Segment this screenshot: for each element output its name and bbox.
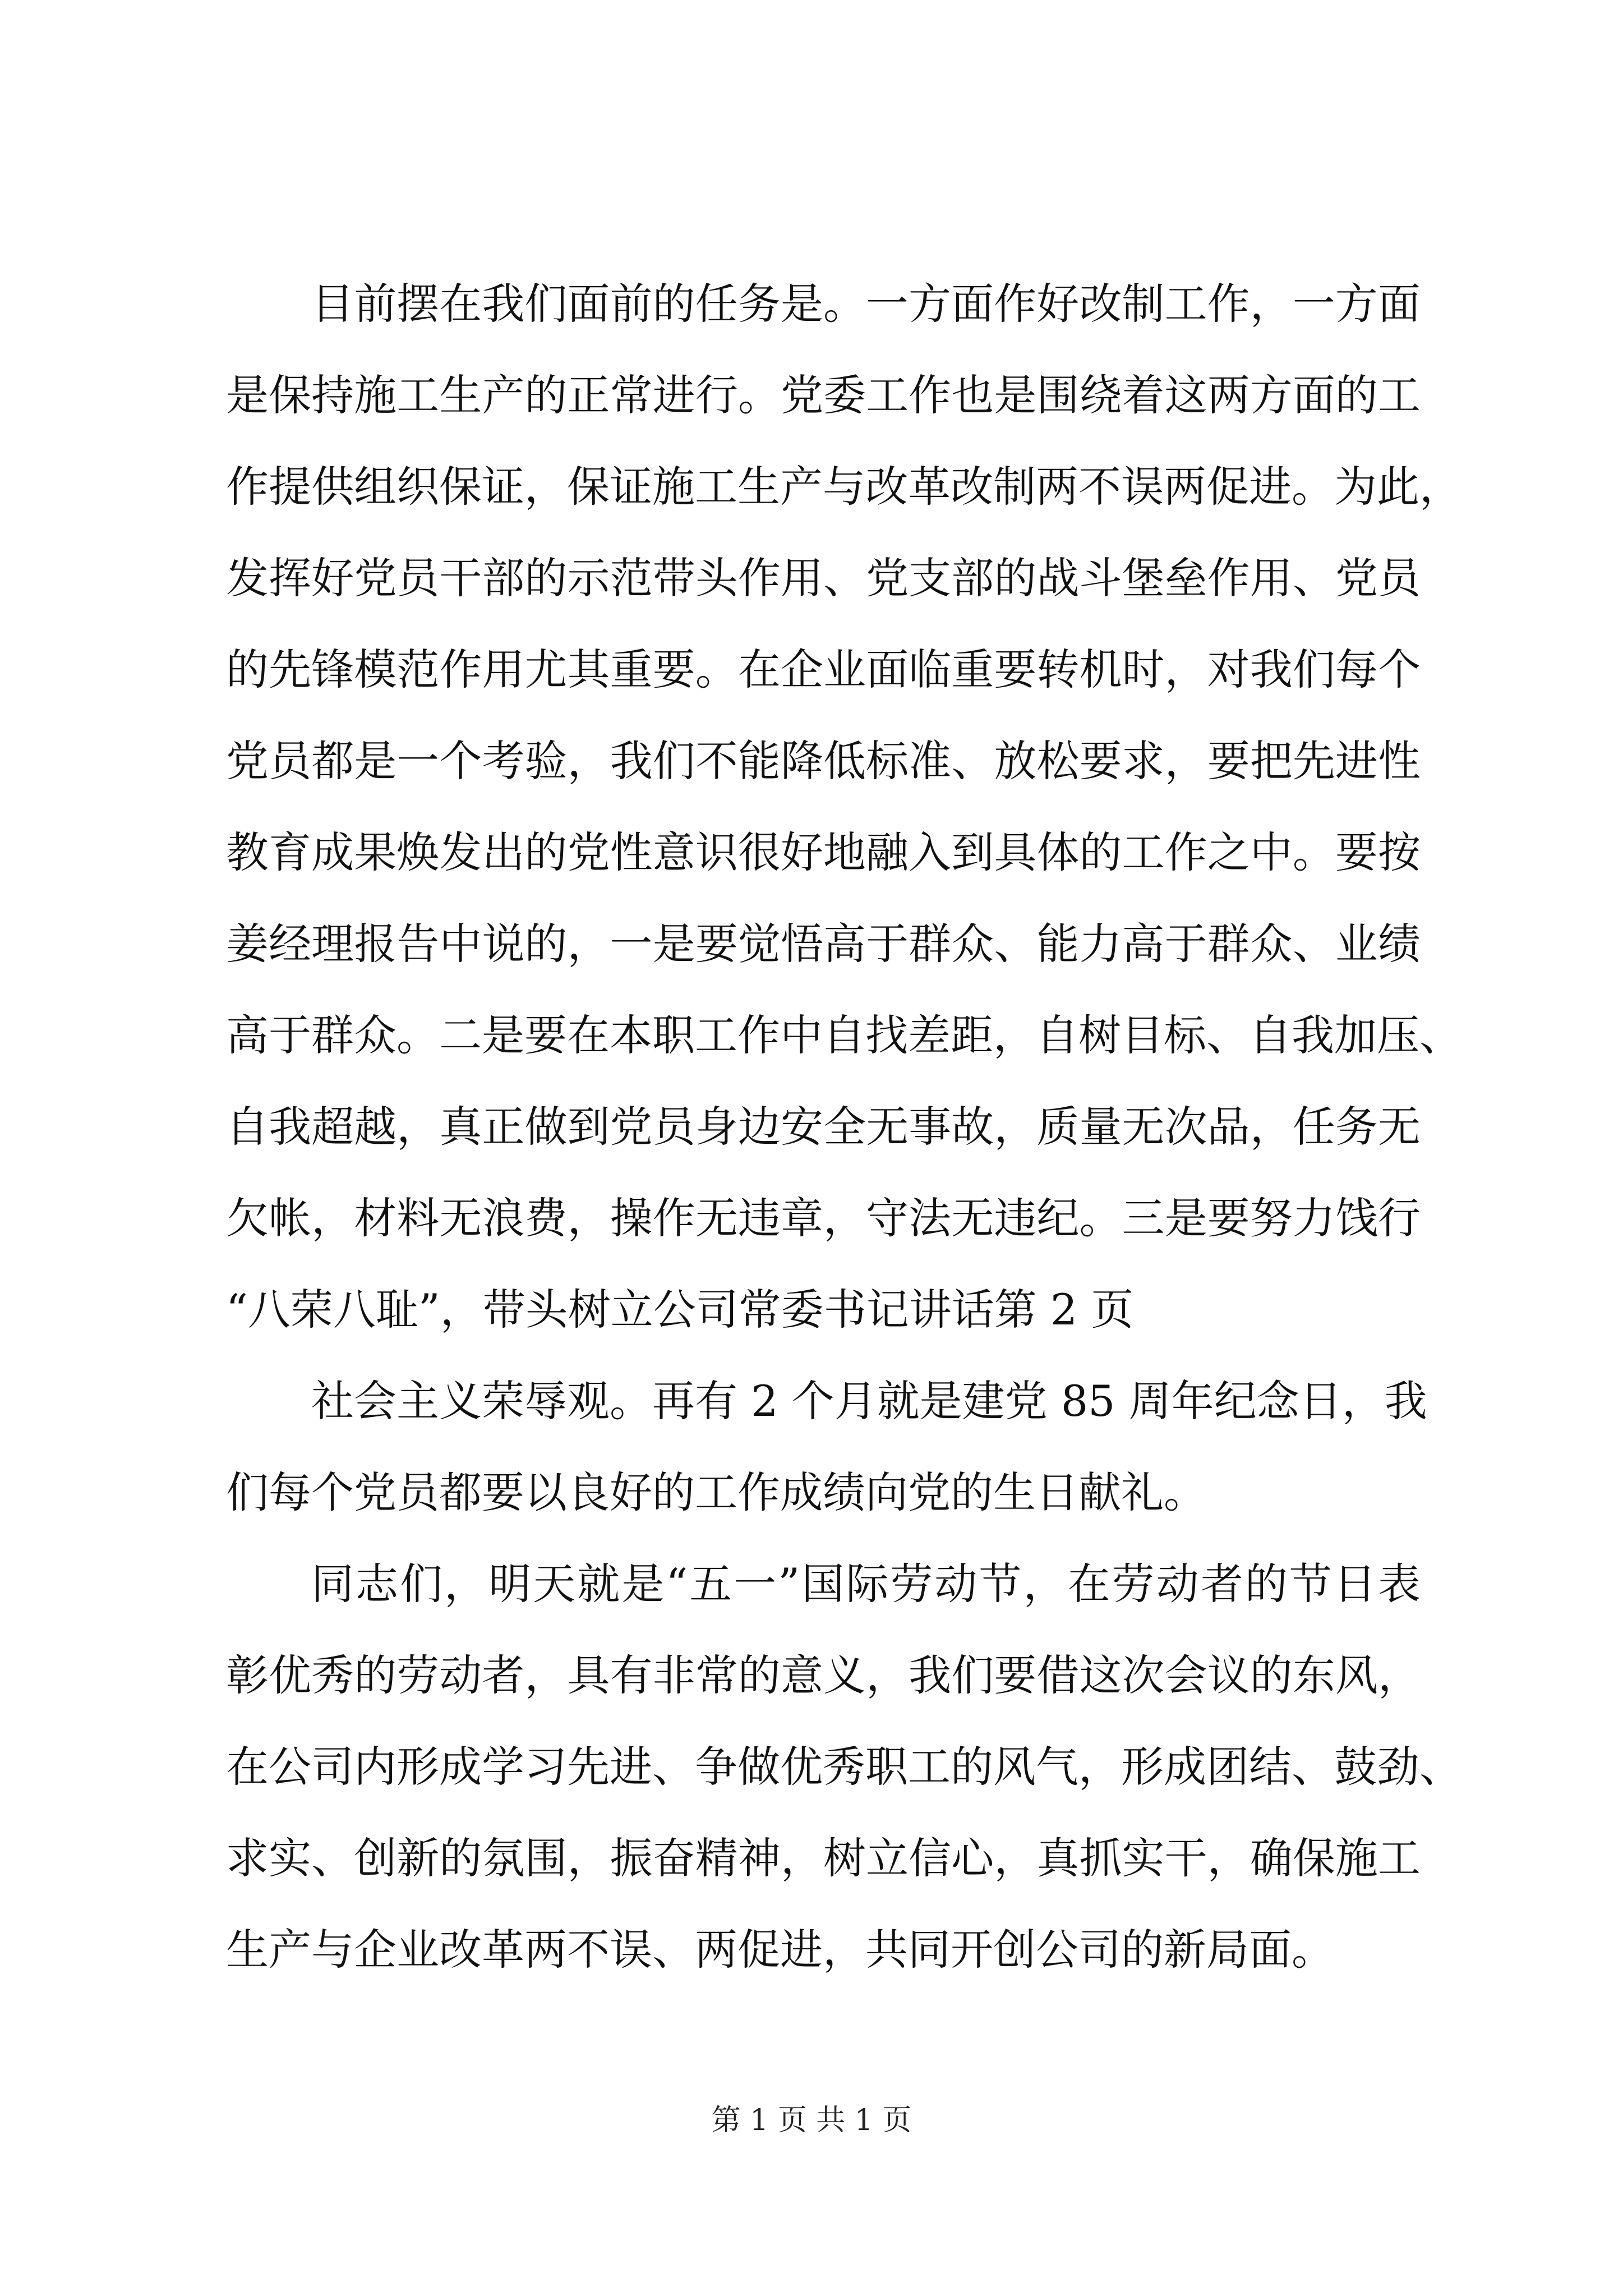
text-line: 生产与企业改革两不误、两促进，共同开创公司的新局面。 xyxy=(226,1925,1334,1975)
text-line: 姜经理报告中说的，一是要觉悟高于群众、能力高于群众、业绩 xyxy=(226,919,1421,969)
text-line: 们每个党员都要以良好的工作成绩向党的生日献礼。 xyxy=(226,1467,1206,1517)
document-body xyxy=(226,258,1462,1995)
text-line: 在公司内形成学习先进、争做优秀职工的风气，形成团结、鼓劲、 xyxy=(226,1742,1462,1792)
paragraph-3 xyxy=(226,1538,1462,1995)
text-line: 党员都是一个考验，我们不能降低标准、放松要求，要把先进性 xyxy=(226,736,1421,786)
text-line: “八荣八耻”，带头树立公司常委书记讲话第 2 页 xyxy=(226,1285,1134,1335)
text-line: 高于群众。二是要在本职工作中自找差距，自树目标、自我加压、 xyxy=(226,1010,1462,1060)
paragraph-1 xyxy=(226,258,1462,1355)
text-line: 同志们，明天就是“五一”国际劳动节，在劳动者的节日表 xyxy=(311,1559,1421,1609)
text-line: 的先锋模范作用尤其重要。在企业面临重要转机时，对我们每个 xyxy=(226,645,1421,694)
text-line: 欠帐，材料无浪费，操作无违章，守法无违纪。三是要努力饯行 xyxy=(226,1193,1421,1243)
text-line: 彰优秀的劳动者，具有非常的意义，我们要借这次会议的东风， xyxy=(226,1650,1421,1700)
text-line: 是保持施工生产的正常进行。党委工作也是围绕着这两方面的工 xyxy=(226,370,1421,420)
text-line: 自我超越，真正做到党员身边安全无事故，质量无次品，任务无 xyxy=(226,1102,1421,1152)
text-line: 发挥好党员干部的示范带头作用、党支部的战斗堡垒作用、党员 xyxy=(226,553,1421,603)
text-line: 社会主义荣辱观。再有 2 个月就是建党 85 周年纪念日，我 xyxy=(311,1376,1427,1426)
text-line: 目前摆在我们面前的任务是。一方面作好改制工作，一方面 xyxy=(311,279,1421,329)
page-number-label: 第 1 页 共 1 页 xyxy=(711,2104,912,2137)
text-line: 求实、创新的氛围，振奋精神，树立信心，真抓实干，确保施工 xyxy=(226,1833,1421,1883)
page-footer xyxy=(0,2101,1623,2140)
text-line: 作提供组织保证，保证施工生产与改革改制两不误两促进。为此， xyxy=(226,462,1462,512)
paragraph-2 xyxy=(226,1355,1427,1538)
text-line: 教育成果焕发出的党性意识很好地融入到具体的工作之中。要按 xyxy=(226,827,1421,877)
